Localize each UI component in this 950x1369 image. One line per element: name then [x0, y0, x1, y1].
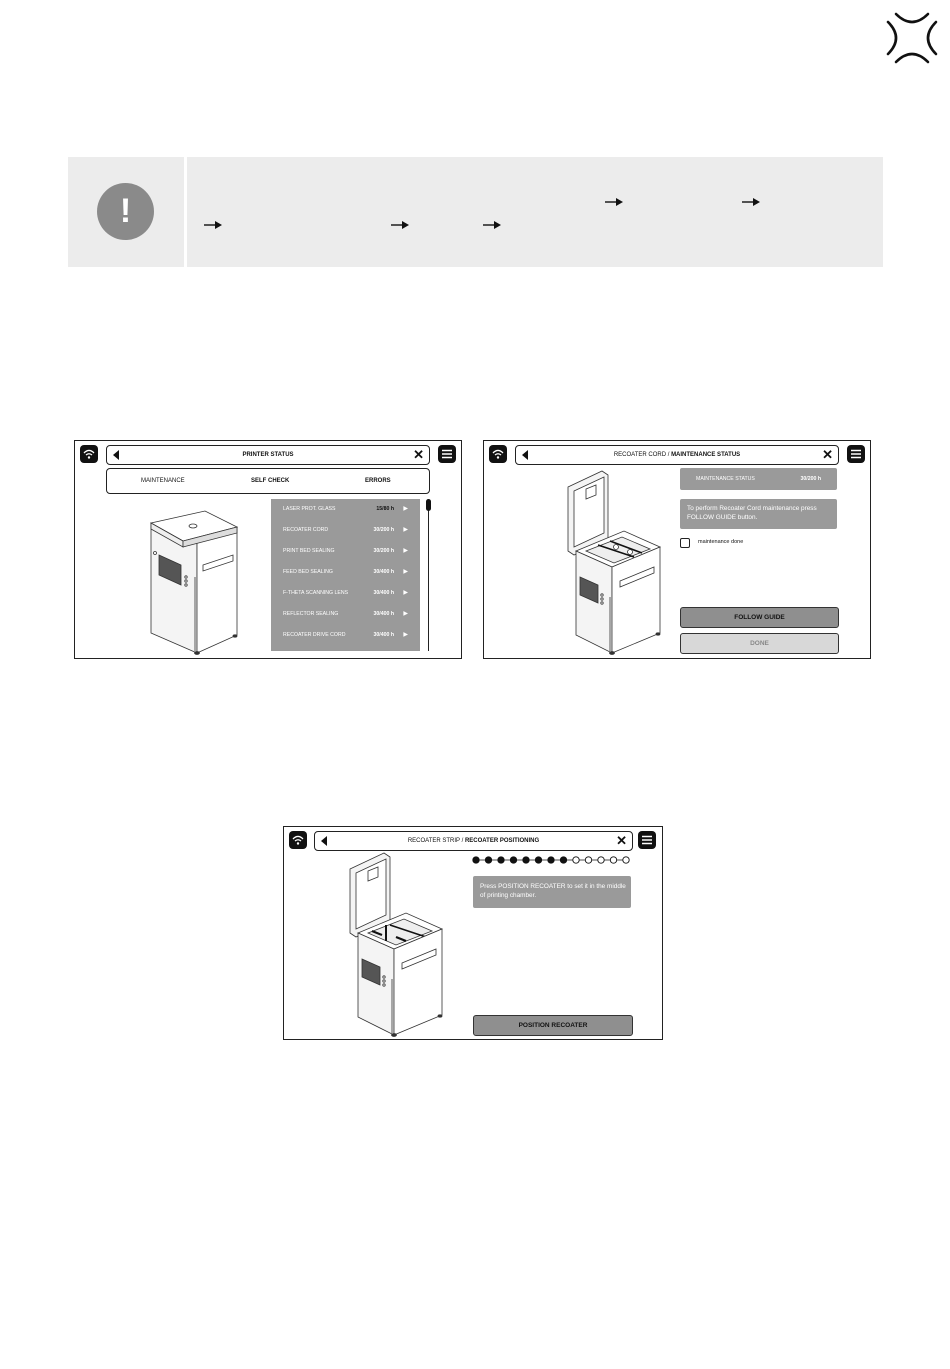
title-bar [314, 831, 633, 851]
step-dot-complete [510, 857, 516, 863]
arrow-right-icon [391, 220, 409, 230]
menu-icon[interactable] [847, 445, 865, 463]
arrow-right-icon [483, 220, 501, 230]
chevron-right-icon: ▶ [403, 527, 408, 533]
tabs-bar [106, 468, 430, 494]
close-icon[interactable]: ✕ [616, 833, 627, 848]
close-icon[interactable]: ✕ [413, 447, 424, 462]
list-item[interactable]: REFLECTOR SEALING 30/400 h ▶ [283, 611, 408, 617]
wifi-icon[interactable] [289, 831, 307, 849]
step-dot-pending [573, 857, 579, 863]
recoater-printer-illustration [346, 849, 446, 1037]
arrow-right-icon [742, 197, 760, 207]
title-bar [515, 445, 839, 465]
list-item[interactable]: RECOATER CORD 30/200 h ▶ [283, 527, 408, 533]
scrollbar-thumb[interactable] [426, 499, 431, 511]
step-dot-complete [485, 857, 491, 863]
maintenance-done-checkbox[interactable] [680, 538, 690, 548]
maintenance-status-box [680, 468, 837, 490]
step-dot-complete [523, 857, 529, 863]
close-icon[interactable]: ✕ [822, 447, 833, 462]
step-dot-complete [548, 857, 554, 863]
tab-errors[interactable]: ERRORS [365, 478, 391, 484]
list-item[interactable]: PRINT BED SEALING 30/200 h ▶ [283, 548, 408, 554]
screen-title: RECOATER CORD / MAINTENANCE STATUS [613, 452, 741, 458]
status-value: 30/200 h [800, 476, 821, 482]
printer-status-screen [74, 440, 462, 659]
chevron-right-icon: ▶ [403, 569, 408, 575]
chevron-right-icon: ▶ [403, 590, 408, 596]
message-text: Press POSITION RECOATER to set it in the middle of printing chamber. [480, 883, 626, 899]
step-dot-complete [498, 857, 504, 863]
printer-illustration [145, 507, 245, 655]
recoater-positioning-screen [283, 826, 663, 1040]
wifi-icon[interactable] [80, 445, 98, 463]
maintenance-list [271, 499, 420, 651]
status-label: MAINTENANCE STATUS [696, 476, 755, 482]
message-text: To perform Recoater Cord maintenance press FOLLOW GUIDE button. [687, 505, 817, 521]
checkbox-label: maintenance done [698, 539, 744, 545]
screen-title: PRINTER STATUS [242, 452, 294, 458]
warning-icon-column [68, 157, 187, 267]
open-printer-illustration [564, 467, 664, 655]
list-item[interactable]: F-THETA SCANNING LENS 30/400 h ▶ [283, 590, 408, 596]
arrow-right-icon [605, 197, 623, 207]
step-dot-pending [623, 857, 629, 863]
step-dot-pending [598, 857, 604, 863]
progress-steps [472, 855, 632, 865]
step-dot-pending [585, 857, 591, 863]
step-dot-pending [610, 857, 616, 863]
arrow-right-icon [204, 220, 222, 230]
menu-icon[interactable] [638, 831, 656, 849]
chevron-right-icon: ▶ [403, 548, 408, 554]
message-box [680, 499, 837, 529]
chevron-right-icon: ▶ [403, 632, 408, 638]
list-item[interactable]: FEED BED SEALING 30/400 h ▶ [283, 569, 408, 575]
tab-maintenance[interactable]: MAINTENANCE [141, 478, 185, 484]
message-box [473, 876, 631, 908]
chevron-right-icon: ▶ [403, 506, 408, 512]
chevron-right-icon: ▶ [403, 611, 408, 617]
menu-icon[interactable] [438, 445, 456, 463]
exclamation-icon: ! [97, 183, 154, 240]
list-item[interactable]: LASER PROT. GLASS 15/80 h ▶ [283, 506, 408, 512]
done-button[interactable]: DONE [680, 633, 839, 654]
title-bar [106, 445, 430, 465]
tab-self-check[interactable]: SELF CHECK [251, 478, 290, 484]
step-dot-complete [560, 857, 566, 863]
x-logo-icon [882, 8, 942, 68]
position-recoater-button[interactable]: POSITION RECOATER [473, 1015, 633, 1036]
warning-box [68, 157, 883, 267]
list-item[interactable]: RECOATER DRIVE CORD 30/400 h ▶ [283, 632, 408, 638]
step-dot-complete [535, 857, 541, 863]
screen-title: RECOATER STRIP / RECOATER POSITIONING [407, 838, 540, 844]
maintenance-status-screen [483, 440, 871, 659]
scrollbar-track[interactable] [428, 501, 429, 651]
step-dot-complete [473, 857, 479, 863]
wifi-icon[interactable] [489, 445, 507, 463]
follow-guide-button[interactable]: FOLLOW GUIDE [680, 607, 839, 628]
